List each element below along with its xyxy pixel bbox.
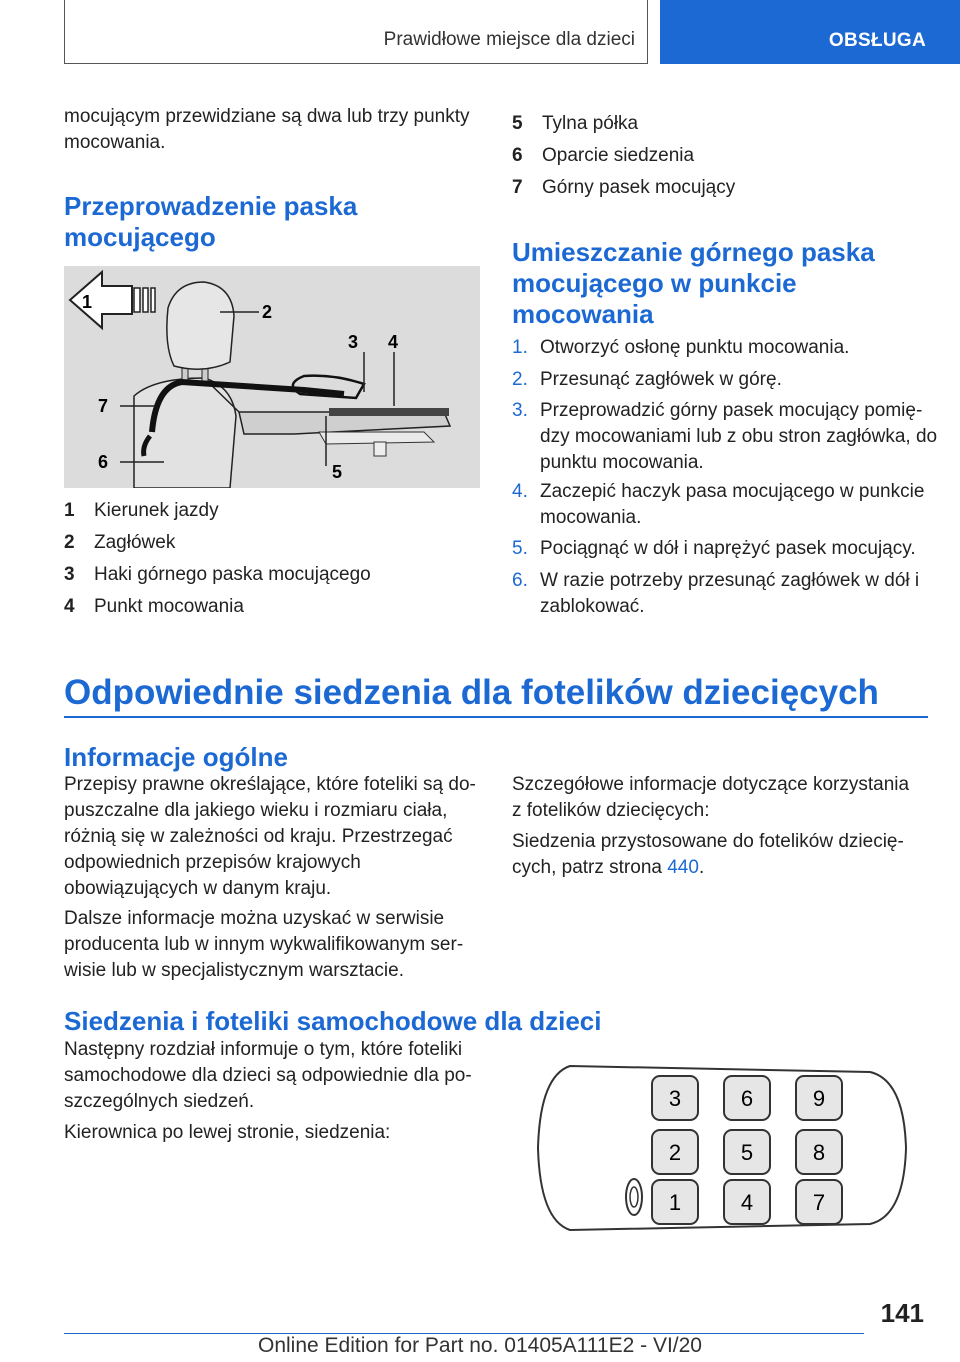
legend-number: 6 — [512, 145, 523, 166]
legend-text: Tylna półka — [542, 113, 639, 134]
page-link-440[interactable]: 440 — [667, 857, 699, 878]
legend-text: Haki górnego paska mocującego — [94, 564, 371, 585]
heading-upper-tether: Umieszczanie górnego paska mocującego w punkcie mocowania — [512, 237, 875, 329]
step-number: 4. — [512, 481, 528, 502]
step-number: 5. — [512, 538, 528, 559]
intro-paragraph: mocującym przewidziane są dwa lub trzy punkty mocowania. — [64, 106, 470, 153]
seat-label-9: 9 — [812, 1086, 826, 1111]
figure-label-3: 3 — [348, 332, 359, 352]
legend-item — [512, 111, 932, 137]
legend-number: 1 — [64, 500, 75, 521]
car-outline-illustration — [530, 1056, 910, 1240]
legend-item — [64, 594, 484, 620]
step-text: Pociągnąć w dół i naprężyć pasek mocujący. — [540, 538, 916, 559]
footer-edition: Online Edition for Part no. 01405A111E2 - VI/20 — [257, 1334, 702, 1357]
section-tab-label: OBSŁUGA — [828, 30, 926, 51]
seat-label-1: 1 — [668, 1190, 682, 1215]
step-number: 2. — [512, 369, 528, 390]
seat-label-2: 2 — [668, 1140, 682, 1165]
headrest-figure — [64, 266, 480, 488]
header-title: Prawidłowe miejsce dla dzieci — [383, 29, 635, 50]
step-text: Otworzyć osłonę punktu mocowania. — [540, 337, 850, 358]
seat-label-5: 5 — [740, 1140, 754, 1165]
seat-layout-diagram — [530, 1056, 910, 1240]
legend-item — [512, 175, 932, 201]
legend-number: 4 — [64, 596, 75, 617]
legend-text: Kierunek jazdy — [94, 500, 219, 521]
heading-seats: Siedzenia i foteliki samochodowe dla dzieci — [64, 1006, 602, 1036]
figure-label-7: 7 — [98, 396, 109, 416]
section-tab[interactable] — [660, 0, 960, 64]
step-text: W razie potrzeby przesunąć zagłówek w dół i zablokować. — [540, 570, 920, 617]
heading-general-info: Informacje ogólne — [64, 742, 288, 772]
figure-label-1: 1 — [82, 292, 93, 312]
step-number: 3. — [512, 400, 528, 421]
seats-paragraph-2: Kierownica po lewej stronie, siedzenia: — [64, 1122, 391, 1143]
seat-label-7: 7 — [812, 1190, 826, 1215]
general-paragraph-2: Dalsze informacje można uzyskać w serwisie producenta lub w innym wykwalifikowanym serwisie lub w specjalistycznym warsztacie. — [64, 908, 464, 981]
legend-item — [64, 562, 484, 588]
step-number: 1. — [512, 337, 528, 358]
figure-label-5: 5 — [332, 462, 343, 482]
header-frame — [64, 0, 648, 64]
legend-number: 3 — [64, 564, 75, 585]
section-title: Odpowiednie siedzenia dla fotelików dziecięcych — [64, 673, 879, 712]
legend-item — [64, 498, 484, 524]
headrest-illustration — [64, 266, 480, 488]
legend-text: Górny pasek mocujący — [542, 177, 736, 198]
seats-reference-paragraph — [512, 829, 922, 881]
heading-strap-routing: Przeprowadzenie paska mocującego — [64, 191, 358, 252]
figure-label-4: 4 — [388, 332, 399, 352]
seats-paragraph-1: Następny rozdział informuje o tym, które foteliki samochodowe dla dzieci są odpowiednie dla poszczególnych siedzeń. — [64, 1039, 472, 1112]
legend-item — [512, 143, 932, 169]
seat-label-6: 6 — [740, 1086, 754, 1111]
seats-reference-text: Siedzenia przystosowane do fotelików dziecięcych, patrz strona — [512, 831, 904, 878]
seat-label-4: 4 — [740, 1190, 754, 1215]
legend-number: 5 — [512, 113, 523, 134]
legend-text: Zagłówek — [94, 532, 176, 553]
general-paragraph-1: Przepisy prawne określające, które foteliki są dopuszczalne dla jakiego wieku i rozmiaru ciała, różnią się w zależności od kraju. Przestrzegać odpowiednich przepisów krajowych obowiązujących w danym kraju. — [64, 774, 476, 899]
details-paragraph: Szczegółowe informacje dotyczące korzystania z fotelików dziecięcych: — [512, 774, 910, 821]
legend-item — [64, 530, 484, 556]
seats-reference-end: . — [698, 857, 705, 878]
step-text: Przesunąć zagłówek w górę. — [540, 369, 782, 390]
step-text: Zaczepić haczyk pasa mocującego w punkcie mocowania. — [540, 481, 925, 528]
legend-number: 2 — [64, 532, 75, 553]
legend-number: 7 — [512, 177, 523, 198]
step-number: 6. — [512, 570, 528, 591]
legend-text: Punkt mocowania — [94, 596, 244, 617]
step-text: Przeprowadzić górny pasek mocujący pomiędzy mocowaniami lub z obu stron zagłówka, do punktu mocowania. — [540, 400, 938, 473]
page-number: 141 — [880, 1298, 924, 1328]
seat-label-3: 3 — [668, 1086, 682, 1111]
figure-label-6: 6 — [98, 452, 109, 472]
figure-label-2: 2 — [262, 302, 273, 322]
legend-text: Oparcie siedzenia — [542, 145, 695, 166]
section-rule — [64, 716, 928, 718]
seat-label-8: 8 — [812, 1140, 826, 1165]
